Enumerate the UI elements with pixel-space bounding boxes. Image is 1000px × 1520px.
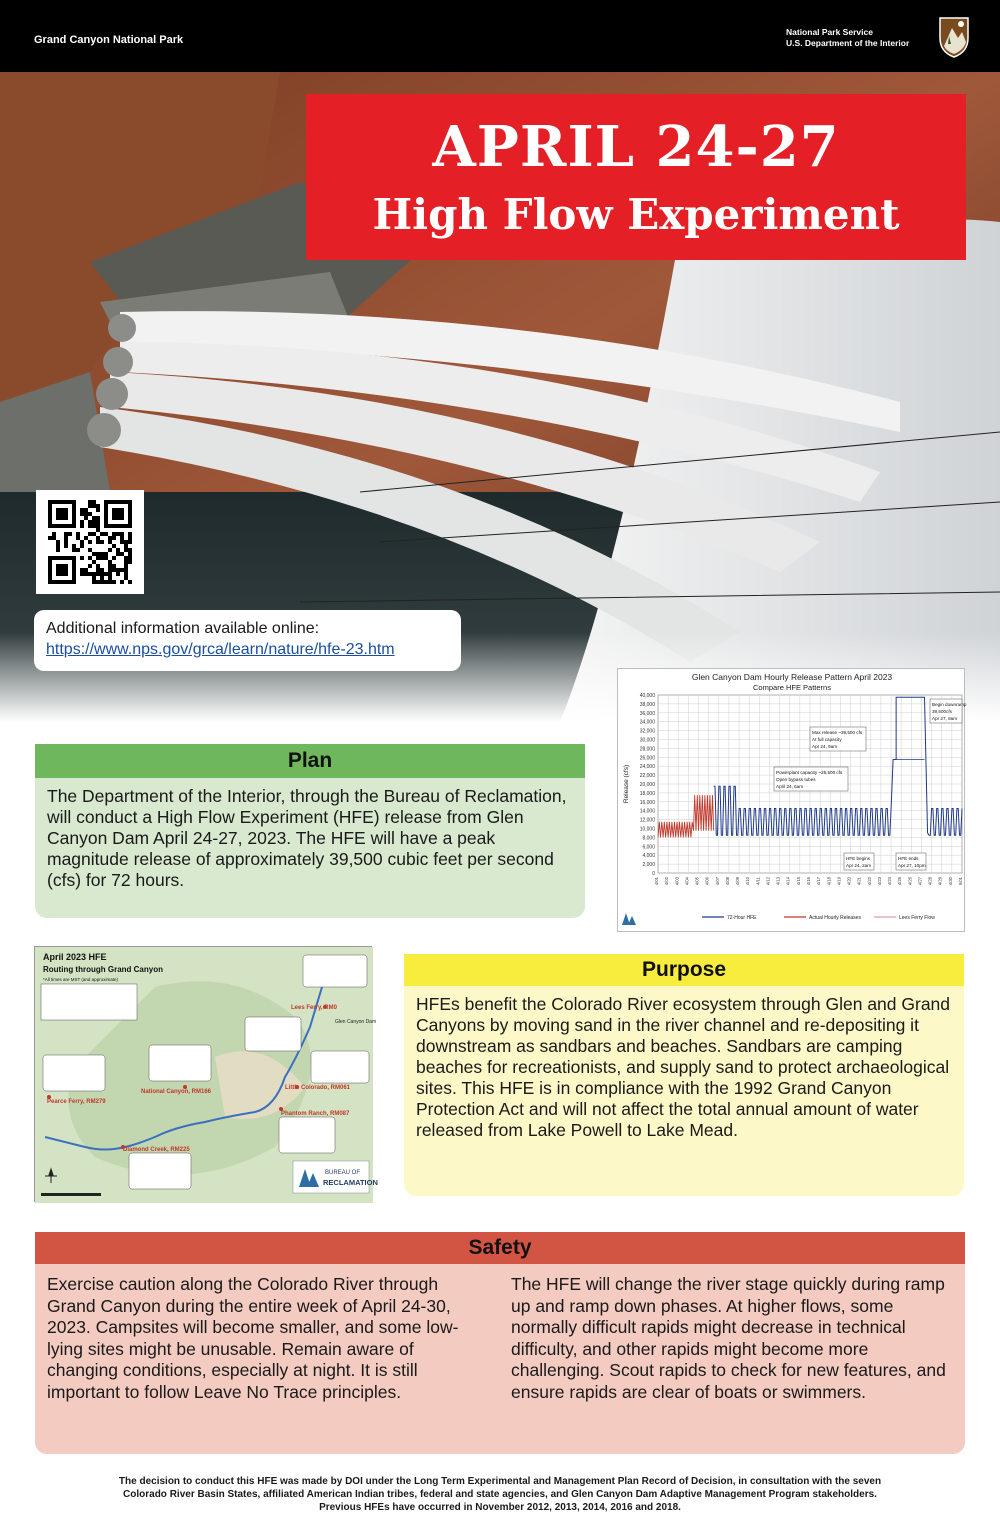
y-tick-label: 38,000 xyxy=(639,701,655,708)
map-title: April 2023 HFE xyxy=(43,952,107,962)
header-bar xyxy=(0,0,1000,72)
x-tick-label: 4/20 xyxy=(846,877,852,886)
qr-code[interactable] xyxy=(36,490,144,594)
safety-heading: Safety xyxy=(35,1232,965,1264)
plan-heading: Plan xyxy=(35,744,585,778)
annotation-hfe-ends-text: Apr 27, 10pm xyxy=(898,863,926,868)
y-tick-label: 40,000 xyxy=(639,693,655,699)
purpose-text: HFEs benefit the Colorado River ecosystem through Glen and Grand Canyons by moving sand in the river channel and re-depositing it downstream as sandbars and beaches. Sandbars are camping beaches for recreationists, and supply sand to protect archaeological sites. This HFE is in compliance with the 1992 Grand Canyon Protection Act and will not affect the total annual amount of water released from Lake Powell to Lake Mead. xyxy=(416,994,951,1140)
annotation-powerplant-text: Open bypass tubes xyxy=(776,777,816,782)
reclamation-logo-icon xyxy=(622,913,636,925)
x-tick-label: 4/24 xyxy=(887,877,893,886)
y-tick-label: 0 xyxy=(652,871,655,877)
title-dates: APRIL 24-27 xyxy=(432,114,840,180)
map-place-phantom-ranch: Phantom Ranch, RM087 xyxy=(281,1111,350,1117)
y-tick-label: 4,000 xyxy=(642,853,655,860)
routing-map xyxy=(34,946,378,1202)
y-tick-label: 14,000 xyxy=(639,808,655,815)
annotation-downramp-text: Begin downramp xyxy=(932,702,967,707)
annotation-hfe-begins-text: Apr 24, 2am xyxy=(846,863,872,868)
annotation-hfe-ends-text: HFE ends xyxy=(898,856,919,861)
x-tick-label: 4/22 xyxy=(866,877,872,886)
x-tick-label: 4/12 xyxy=(765,877,771,886)
x-tick-label: 4/18 xyxy=(826,877,832,886)
x-tick-label: 4/26 xyxy=(907,877,913,886)
map-place-lees-ferry: Lees Ferry, RM0 xyxy=(291,1005,337,1011)
footer-note: The decision to conduct this HFE was made by DOI under the Long Term Experimental and Management Plan Record of Decision, in consultation with the seven Colorado River Basin States, affiliated American Indian tribes, federal and state agencies, and Glen Canyon Dam Adaptive Management Program stakeholders. Previous HFEs have occurred in November 2012, 2013, 2014, 2016 and 2018. xyxy=(118,1476,882,1513)
map-place-national-canyon: National Canyon, RM166 xyxy=(141,1089,212,1095)
map-note: *All times are MST (and approximate) xyxy=(43,977,118,982)
x-tick-label: 4/23 xyxy=(876,877,882,886)
y-tick-label: 22,000 xyxy=(639,773,655,780)
safety-section xyxy=(35,1232,965,1454)
x-tick-label: 4/04 xyxy=(684,877,690,886)
map-place-little-colorado: Little Colorado, RM061 xyxy=(285,1085,351,1091)
x-tick-label: 4/07 xyxy=(714,877,720,886)
map-logo-line2: RECLAMATION xyxy=(323,1178,378,1187)
y-tick-label: 16,000 xyxy=(639,799,655,806)
x-tick-label: 5/01 xyxy=(958,877,963,886)
x-tick-label: 4/19 xyxy=(836,877,842,886)
legend-label-lees-ferry: Lees Ferry Flow xyxy=(899,915,935,921)
x-tick-label: 4/14 xyxy=(785,877,791,886)
x-tick-label: 4/28 xyxy=(927,877,933,886)
annotation-downramp-text: 39,500cfs xyxy=(932,709,952,714)
online-link[interactable]: https://www.nps.gov/grca/learn/nature/hfe-23.htm xyxy=(46,641,395,658)
x-tick-label: 4/17 xyxy=(816,877,822,886)
x-tick-label: 4/03 xyxy=(674,877,680,886)
annotation-powerplant-text: Powerplant capacity ~25,500 cfs xyxy=(776,770,843,775)
x-tick-label: 4/06 xyxy=(704,877,710,886)
y-tick-label: 30,000 xyxy=(639,737,655,744)
annotation-powerplant-text: April 24, 6am xyxy=(776,784,804,789)
x-tick-label: 4/05 xyxy=(694,877,700,886)
chart-title: Glen Canyon Dam Hourly Release Pattern April 2023 xyxy=(691,672,893,682)
title-banner xyxy=(306,94,966,260)
x-tick-label: 4/16 xyxy=(806,877,811,886)
qr-code-icon xyxy=(48,500,132,584)
plan-section xyxy=(35,744,585,918)
annotation-max-release-text: Max release ~39,500 cfs xyxy=(812,730,863,735)
x-tick-label: 4/10 xyxy=(745,877,751,886)
y-tick-label: 34,000 xyxy=(639,719,655,726)
x-tick-label: 4/25 xyxy=(897,877,903,886)
map-subtitle: Routing through Grand Canyon xyxy=(43,965,163,974)
park-name: Grand Canyon National Park xyxy=(34,34,184,46)
x-tick-label: 4/30 xyxy=(947,877,953,886)
annotation-max-release-text: At full capacity xyxy=(812,737,842,742)
x-tick-label: 4/13 xyxy=(775,877,781,886)
y-tick-label: 6,000 xyxy=(642,844,655,851)
y-tick-label: 12,000 xyxy=(639,817,655,824)
y-tick-label: 20,000 xyxy=(639,782,655,788)
x-tick-label: 4/11 xyxy=(755,877,761,885)
x-tick-label: 4/02 xyxy=(664,877,670,886)
map-place-pearce-ferry: Pearce Ferry, RM279 xyxy=(47,1099,106,1105)
x-tick-label: 4/27 xyxy=(917,877,923,886)
y-tick-label: 26,000 xyxy=(639,755,655,762)
plan-text: The Department of the Interior, through the Bureau of Reclamation, will conduct a High Flow Experiment (HFE) release from Glen Canyon Dam April 24-27, 2023. The HFE will have a peak magnitude release of approximately 39,500 cubic feet per second (cfs) for 72 hours. xyxy=(47,786,567,890)
x-tick-label: 4/21 xyxy=(856,877,862,886)
title-event: High Flow Experiment xyxy=(372,190,900,239)
map-logo-line1: BUREAU OF xyxy=(325,1170,361,1176)
y-tick-label: 10,000 xyxy=(639,826,655,833)
safety-text-left: Exercise caution along the Colorado River through Grand Canyon during the entire week of April 24-30, 2023. Campsites will become smaller, and some low-lying sites might be unusable. Remain aware of changing conditions, especially at night. It is still important to follow Leave No Trace principles. xyxy=(47,1274,459,1402)
y-tick-label: 24,000 xyxy=(639,764,655,771)
online-label: Additional information available online: xyxy=(46,620,320,637)
annotation-downramp-text: Apr 27, 9am xyxy=(932,716,958,721)
release-chart xyxy=(617,668,965,932)
x-tick-label: 4/09 xyxy=(735,877,741,886)
y-tick-label: 2,000 xyxy=(642,862,655,869)
purpose-section xyxy=(404,954,964,1196)
agency-name: National Park Service U.S. Department of the Interior xyxy=(786,27,910,48)
chart-subtitle: Compare HFE Patterns xyxy=(753,683,831,692)
x-tick-label: 4/08 xyxy=(724,877,730,886)
x-tick-label: 4/01 xyxy=(654,877,659,886)
y-tick-label: 8,000 xyxy=(642,835,655,842)
y-tick-label: 28,000 xyxy=(639,746,655,753)
y-tick-label: 36,000 xyxy=(639,710,655,717)
purpose-heading: Purpose xyxy=(404,954,964,986)
x-tick-label: 4/15 xyxy=(795,877,801,886)
legend-label-hfe: 72-Hour HFE xyxy=(727,915,757,921)
safety-text-right: The HFE will change the river stage quickly during ramp up and ramp down phases. At higher flows, some normally difficult rapids might decrease in technical difficulty, and other rapids might become more challenging. Scout rapids to check for new features, and ensure rapids are clear of boats or swimmers. xyxy=(511,1274,946,1402)
release-chart-svg xyxy=(618,669,966,933)
y-tick-label: 32,000 xyxy=(639,728,655,735)
x-tick-label: 4/29 xyxy=(937,877,943,886)
online-info-box xyxy=(34,610,461,671)
y-tick-label: 18,000 xyxy=(639,790,655,797)
y-axis-label: Release (cfs) xyxy=(623,764,630,804)
map-place-glen-canyon-dam: Glen Canyon Dam xyxy=(335,1019,377,1025)
nps-arrowhead-icon xyxy=(938,16,970,58)
legend-label-actual: Actual Hourly Releases xyxy=(809,915,861,921)
map-place-diamond-creek: Diamond Creek, RM225 xyxy=(123,1147,190,1153)
annotation-hfe-begins-text: HFE begins xyxy=(846,856,871,861)
annotation-max-release-text: Apr 24, 9am xyxy=(812,744,838,749)
